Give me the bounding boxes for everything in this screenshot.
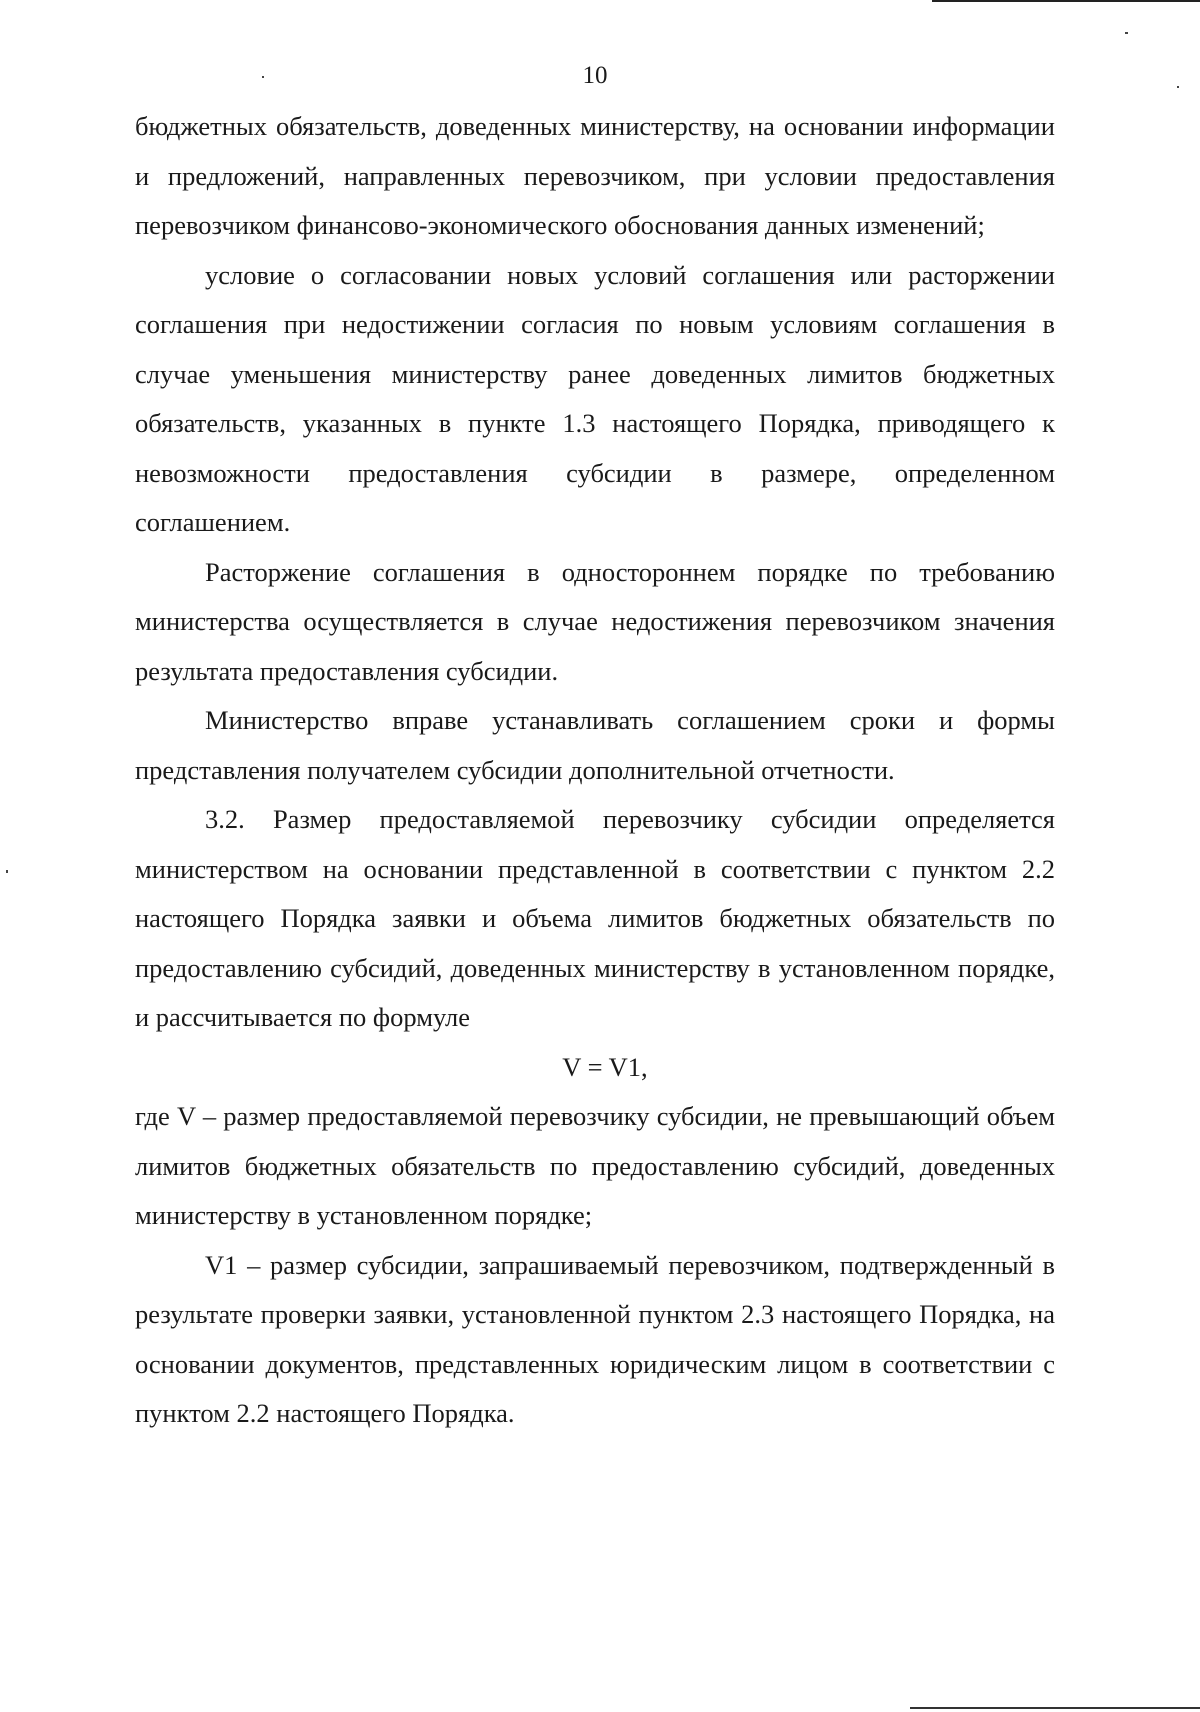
paragraph-subsidy-size: 3.2. Размер предоставляемой перевозчику субсидии определяется министерством на основании представленной в соответствии с пунктом 2.2 настоящего Порядка заявки и объема лимитов бюджетных обязательств по предоставлению субсидий, доведенных министерству в установленном порядке, и рассчитывается по формуле: [135, 804, 1055, 1032]
page-number: 10: [582, 62, 608, 89]
scan-edge-line-bottom: [910, 1707, 1200, 1709]
paragraph-v1-definition: V1 – размер субсидии, запрашиваемый перевозчиком, подтвержденный в результате проверки заявки, установленной пунктом 2.3 настоящего Порядка, на основании документов, представленных юридическим лицом в соответствии с пунктом 2.2 настоящего Порядка.: [135, 1249, 1055, 1428]
paragraph-agreement-termination: Расторжение соглашения в одностороннем порядке по требованию министерства осуществляется в случае недостижения перевозчиком значения результата предоставления субсидии.: [135, 556, 1055, 686]
scan-speck: [262, 76, 264, 78]
scan-speck: [1177, 86, 1179, 88]
formula: V = V1,: [562, 1051, 648, 1082]
document-body: [135, 102, 1055, 1439]
paragraph-reporting-terms: Министерство вправе устанавливать соглашением сроки и формы представления получателем субсидии дополнительной отчетности.: [135, 705, 1055, 785]
scan-speck: [6, 870, 8, 873]
paragraph-agreement-conditions: условие о согласовании новых условий соглашения или расторжении соглашения при недостижении согласия по новым условиям соглашения в случае уменьшения министерству ранее доведенных лимитов бюджетных обязательств, указанных в пункте 1.3 настоящего Порядка, приводящего к невозможности предоставления субсидии в размере, определенном соглашением.: [135, 259, 1055, 537]
scan-speck: [1125, 32, 1128, 34]
paragraph-budget-obligations: бюджетных обязательств, доведенных министерству, на основании информации и предложений, направленных перевозчиком, при условии предоставления перевозчиком финансово-экономического обоснования данных изменений;: [135, 111, 1055, 240]
paragraph-v-definition: где V – размер предоставляемой перевозчику субсидии, не превышающий объем лимитов бюджетных обязательств по предоставлению субсидий, доведенных министерству в установленном порядке;: [135, 1101, 1055, 1230]
scan-edge-line-top: [932, 0, 1200, 2]
